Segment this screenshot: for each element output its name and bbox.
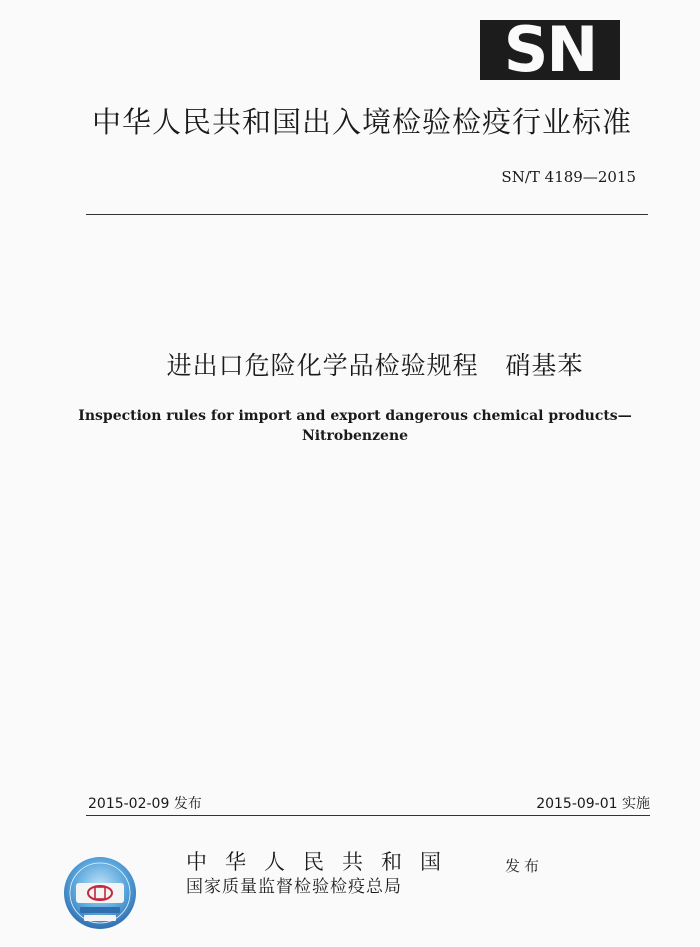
bottom-divider [86,815,650,816]
english-title-line-2: Nitrobenzene [301,428,409,444]
implementation-date: 2015-09-01 实施 [536,796,650,812]
anti-counterfeit-seal-icon [62,855,138,931]
top-divider [86,214,648,215]
issuer-country: 中华人民共和国 [186,850,459,874]
issuer-agency: 国家质量监督检验检疫总局 [186,877,402,897]
issue-date: 2015-02-09 发布 [88,796,202,812]
chinese-title: 进出口危险化学品检验规程 硝基苯 [166,351,584,380]
sn-logo: SN [480,20,620,80]
english-title-line-1: Inspection rules for import and export dangerous chemical products— [78,408,632,424]
standard-number: SN/T 4189—2015 [501,168,636,186]
industry-standard-title: 中华人民共和国出入境检验检疫行业标准 [91,105,632,139]
publish-label: 发布 [505,857,544,875]
